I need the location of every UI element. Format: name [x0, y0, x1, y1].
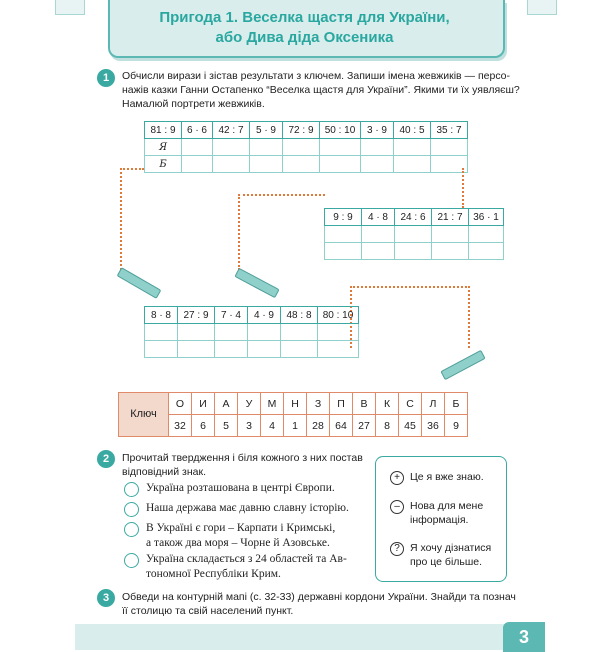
- answer-cell[interactable]: [182, 139, 213, 156]
- expr-cell: 24 : 6: [395, 209, 432, 226]
- answer-cell[interactable]: [361, 156, 394, 173]
- task-3-text: [122, 590, 532, 618]
- answer-cell[interactable]: Я: [145, 139, 182, 156]
- question-icon: ?: [390, 542, 404, 556]
- expr-cell: 3 · 9: [361, 122, 394, 139]
- minus-icon: –: [390, 500, 404, 514]
- answer-cell[interactable]: [281, 324, 318, 341]
- key-letter: М: [261, 393, 284, 415]
- key-letter: О: [169, 393, 192, 415]
- answer-cell[interactable]: [215, 341, 248, 358]
- answer-cell[interactable]: [320, 139, 361, 156]
- answer-cell[interactable]: [182, 156, 213, 173]
- expr-cell: 6 · 6: [182, 122, 213, 139]
- title-line-2: або Дива діда Оксеника: [215, 29, 394, 46]
- answer-cell[interactable]: [248, 324, 281, 341]
- key-number: 9: [445, 415, 468, 437]
- task-1-number: 1: [97, 69, 115, 87]
- legend-question-text: [410, 541, 491, 569]
- statement: Україна складається з 24 областей та Ав-: [146, 553, 347, 565]
- key-number: 3: [238, 415, 261, 437]
- answer-cell[interactable]: [395, 226, 432, 243]
- answer-cell[interactable]: [213, 139, 250, 156]
- answer-cell[interactable]: [145, 341, 178, 358]
- key-number: 5: [215, 415, 238, 437]
- answer-cell[interactable]: [213, 156, 250, 173]
- legend-minus-text: [410, 499, 483, 527]
- key-number: 27: [353, 415, 376, 437]
- expr-cell: 27 : 9: [178, 307, 215, 324]
- legend-question-line-2: про це більше.: [410, 556, 483, 568]
- key-letter: А: [215, 393, 238, 415]
- task-1-line-2: нажів казки Ганни Остапенко “Веселка щастя для України”. Якими ти їх уявляєш?: [122, 84, 520, 96]
- answer-cell[interactable]: Б: [145, 156, 182, 173]
- dotted-connector: [350, 286, 470, 348]
- task-3-line-1: Обведи на контурній мапі (с. 32-33) державні кордони України. Знайди та познач: [122, 591, 516, 603]
- expression-table-2: [324, 208, 504, 260]
- answer-cell[interactable]: [325, 243, 362, 260]
- task-3-line-2: її столицю та свій населений пункт.: [122, 605, 294, 617]
- answer-cell[interactable]: [178, 341, 215, 358]
- page-title: [108, 8, 501, 48]
- legend-minus-line-1: Нова для мене: [410, 500, 484, 512]
- expr-cell: 50 : 10: [320, 122, 361, 139]
- key-number: 32: [169, 415, 192, 437]
- expr-cell: 81 : 9: [145, 122, 182, 139]
- footer-bar: [75, 624, 545, 650]
- answer-cell[interactable]: [215, 324, 248, 341]
- expr-cell: 42 : 7: [213, 122, 250, 139]
- answer-cell[interactable]: [362, 243, 395, 260]
- answer-circle[interactable]: [124, 482, 139, 497]
- answer-cell[interactable]: [178, 324, 215, 341]
- legend-plus-text: Це я вже знаю.: [410, 471, 484, 483]
- dotted-connector: [462, 168, 464, 208]
- answer-cell[interactable]: [318, 324, 359, 341]
- page-number: 3: [503, 622, 545, 652]
- answer-cell[interactable]: [395, 243, 432, 260]
- key-number: 4: [261, 415, 284, 437]
- legend-minus-line-2: інформація.: [410, 514, 469, 526]
- pencil-icon: [117, 267, 162, 299]
- answer-cell[interactable]: [394, 156, 431, 173]
- key-letter: И: [192, 393, 215, 415]
- key-letter: У: [238, 393, 261, 415]
- title-line-1: Пригода 1. Веселка щастя для України,: [159, 9, 450, 26]
- task-1-line-1: Обчисли вирази і зістав результати з ключем. Запиши імена жевжиків — персо-: [122, 70, 511, 82]
- answer-cell[interactable]: [394, 139, 431, 156]
- plus-icon: +: [390, 471, 404, 485]
- answer-cell[interactable]: [248, 341, 281, 358]
- key-letter: Н: [284, 393, 307, 415]
- key-letter: Б: [445, 393, 468, 415]
- answer-circle[interactable]: [124, 502, 139, 517]
- answer-cell[interactable]: [250, 156, 283, 173]
- key-label: Ключ: [118, 392, 169, 437]
- key-number: 64: [330, 415, 353, 437]
- answer-cell[interactable]: [432, 243, 469, 260]
- key-letter: П: [330, 393, 353, 415]
- answer-cell[interactable]: [145, 324, 178, 341]
- expr-cell: 36 · 1: [469, 209, 504, 226]
- answer-cell[interactable]: [283, 139, 320, 156]
- answer-cell[interactable]: [281, 341, 318, 358]
- expr-cell: 8 · 8: [145, 307, 178, 324]
- answer-cell[interactable]: [361, 139, 394, 156]
- statement: В Україні є гори – Карпати і Кримські,: [146, 522, 336, 534]
- expr-cell: 48 : 8: [281, 307, 318, 324]
- answer-cell[interactable]: [362, 226, 395, 243]
- answer-cell[interactable]: [469, 243, 504, 260]
- statement: а також два моря – Чорне й Азовське.: [146, 537, 330, 549]
- key-letter: З: [307, 393, 330, 415]
- key-number: 6: [192, 415, 215, 437]
- pencil-icon: [440, 350, 485, 380]
- key-number: 8: [376, 415, 399, 437]
- expr-cell: 4 · 9: [248, 307, 281, 324]
- key-number: 36: [422, 415, 445, 437]
- pencil-icon: [234, 268, 279, 298]
- left-tab-decoration: [55, 0, 85, 15]
- expr-cell: 35 : 7: [431, 122, 468, 139]
- task-2-text: [122, 451, 372, 479]
- answer-cell[interactable]: [469, 226, 504, 243]
- answer-cell[interactable]: [283, 156, 320, 173]
- legend-question-line-1: Я хочу дізнатися: [410, 542, 492, 554]
- key-number: 45: [399, 415, 422, 437]
- dotted-connector: [120, 168, 144, 270]
- dotted-connector: [238, 194, 325, 270]
- expr-cell: 21 : 7: [432, 209, 469, 226]
- key-number: 28: [307, 415, 330, 437]
- answer-cell[interactable]: [431, 139, 468, 156]
- statement: Україна розташована в центрі Європи.: [146, 482, 335, 494]
- key-number: 1: [284, 415, 307, 437]
- task-1-line-3: Намалюй портрети жевжиків.: [122, 98, 265, 110]
- task-2-line-1: Прочитай твердження і біля кожного з них постав: [122, 452, 363, 464]
- task-1-text: [122, 69, 522, 111]
- answer-circle[interactable]: [124, 522, 139, 537]
- key-letter: В: [353, 393, 376, 415]
- expr-cell: 9 : 9: [325, 209, 362, 226]
- answer-cell[interactable]: [325, 226, 362, 243]
- answer-cell[interactable]: [320, 156, 361, 173]
- task-2-number: 2: [97, 450, 115, 468]
- expr-cell: 80 : 10: [318, 307, 359, 324]
- answer-circle[interactable]: [124, 553, 139, 568]
- expression-table-3: [144, 306, 359, 358]
- answer-cell[interactable]: [432, 226, 469, 243]
- expr-cell: 4 · 8: [362, 209, 395, 226]
- expr-cell: 5 · 9: [250, 122, 283, 139]
- expr-cell: 40 : 5: [394, 122, 431, 139]
- statement: Наша держава має давню славну історію.: [146, 502, 349, 514]
- answer-cell[interactable]: [318, 341, 359, 358]
- task-2-line-2: відповідний знак.: [122, 466, 207, 478]
- task-3-number: 3: [97, 589, 115, 607]
- expression-table-1: [144, 121, 468, 173]
- statement: тономної Республіки Крим.: [146, 568, 281, 580]
- expr-cell: 72 : 9: [283, 122, 320, 139]
- key-table: [168, 392, 468, 437]
- expr-cell: 7 · 4: [215, 307, 248, 324]
- right-tab-decoration: [527, 0, 557, 15]
- key-letter: Л: [422, 393, 445, 415]
- answer-cell[interactable]: [250, 139, 283, 156]
- key-letter: К: [376, 393, 399, 415]
- key-letter: С: [399, 393, 422, 415]
